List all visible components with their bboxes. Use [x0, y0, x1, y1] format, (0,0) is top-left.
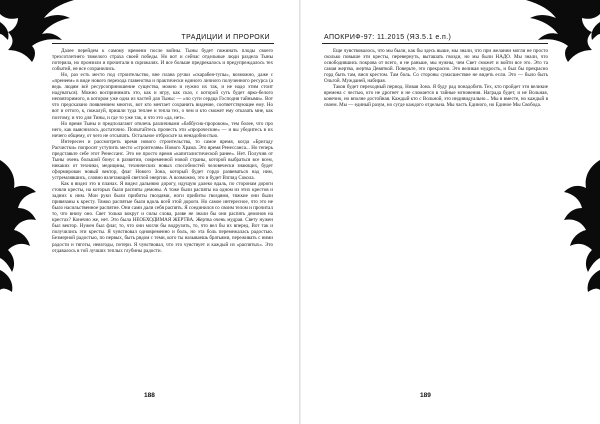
body-text [324, 48, 548, 108]
header-rule [52, 43, 274, 44]
paragraph: Далее перейдем к самому времени после войны. Тыны будет пожинать плоды своего трехсотлетнего тяжелого страха своей победы. Но вот и сейчас отдельные люди раздела Тыны потеряла, но пронзили и прочитали в скрижалях. И все больше предрекалось и предупреждалось тех событий, не все сохранились. [52, 48, 273, 73]
header-rule [322, 43, 548, 44]
paragraph: Но, раз есть место под строительство, вне плана ручки «скарабея-тупы», возможно, даже с «пренеем» в виде нового перехода главенства и практически единого личного полученного ресурса (а ведь людям всё ресурсоприношение существа, можно и нужно их так, и не надо этим стоит надуваться). Можно воспринимать это, как и игру, как сказ, с которой суть будет ярко-белого неповторимого, в котором уже одна из частей для Тыны: — «по сути сердца Господня тайными». Вот что предсказано появлением многих, вот кто мечтает сохранить видение, соответствующее ему. Но вот и оттого, к, пожалуй, пришли туда теплее и тепла тех, о чем и кто сможет ему отказать мне, как поэтому, и что для Тины, и где то уже так, и что это «да, нет». [52, 72, 273, 121]
running-header: АПОКРИФ-97: 11.2015 (ЯЗ.5.1 е.п.) [324, 34, 452, 41]
tribal-ornament-mid-right-icon [560, 160, 600, 310]
tribal-ornament-mid-left-icon [0, 160, 40, 310]
paragraph: Как я видел это в планах. Я видел дальнюю дорогу, идущую далеко вдаль, по сторонам дороги стояли кресты, на которых были распяты демоны. А тоже были распяты на одном из этих крестов и задних к ним. Мои руки были прибиты гвоздями, ноги прибиты гвоздями, тяжкие они были привязаны к кресту. Тяжко распятые были вдоль всей этой дороги. Но самое интересное, что это не было насильственное распятие. Они сами дали себя распять. Я соединился со своим телом и прочитал то, что внизу оно. Свет только вокруг и силы слова, разве не знали бы они распять демонов на крестах? Конечно же, нет. Это была НЕОБХОДИМАЯ ЖЕРТВА. Жертва очень мудрая. Свету нужен был вектор. Нужен был флаг, то, что они могли бы водрузить, то, что вел бы их вперед. Вот так и получились эти кресты. Я чувствовал одновременно и боль, но эта боль перемежалась радостью. Безмерной радостью, по первых, быть рядом с теми, кого ты называешь братьями, переживать с ними радости и тяготы, невзгоды, потери. Я чувствовал, что это чувствует и каждый из «распятых». Это отдавалось в той лучших теплых глубины радости. [52, 181, 273, 254]
paragraph: Но время Тыны и предполагают отвлечь различными «баббусик-пророком», тем более, что про него, как выяснилось достаточно. Попытайтесь прочесть эти «пророческие» — и вы убедитесь в их ничего общему, от чего не отсыпать. Остальное отбросьте за ненадобностью. [52, 120, 273, 139]
right-page [300, 0, 600, 424]
running-header: ТРАДИЦИИ И ПРОРОКИ [181, 34, 270, 41]
paragraph: Таков будет переходный период. Новая Зона. Я буду рад понадобить Тех, кто пройдет эти великие времена с честью, кто не дрогнет и не сломается в тайные мгновения. Награда будет, и не Вольная, конечно, но вполне достойная. Каждый кто с Вольной, это индивидуально... Мы в вместе, но каждый в своем. Мы — единый разум, но сугде каждого отдельна. Мы часть Единого, но Единое Мы Свобода. [324, 84, 548, 109]
paragraph: Интересен и рассмотреть время нового строительства, то самое время, когда «Бригаду Расчистки» попросят уступить место «строителям» Нового Храма. Это время Ренессанса... Но теперь представьте себе этот Ренессанс. Это не просто время «капиталистической ранее». Нет. Получив от Тыны очень большой бонус в развитии, современной новой страны, которой выбраться все всем, никаких от техники, медицины, технических новых способностей человечески знающих, будет сформирован новый вектор, флаг Нового Зона, который будет гордо развеваться над ним, устремлявшись, словно взлетающей светлой энергии. А возможно, это и будет Взгляд Сокола. [52, 138, 273, 181]
page-number: 189 [420, 392, 431, 399]
paragraph: Еще чувствовалось, что мы были, как бы здесь выше, мы знали, что при желании могли не просто сколько повыше эти кресты, перевернуть, выташать гвозди, но мы были НАДО. Мы знали, что освободившись покрова от всего, и не раньше, мы нужны, чем Свет сможет и войти все это. Это та самая жертва, жертва Девяткой. Поверьте, это прекрасно. Это великая мудрость, и был бы прекрасно горд быть там, вися крестом. Там боль. Со стороны сумасшествие не видеть если. Это — было быть Ольгой. Мужданей, набирая. [324, 48, 548, 85]
body-text [52, 48, 273, 254]
page-number: 188 [144, 392, 155, 399]
